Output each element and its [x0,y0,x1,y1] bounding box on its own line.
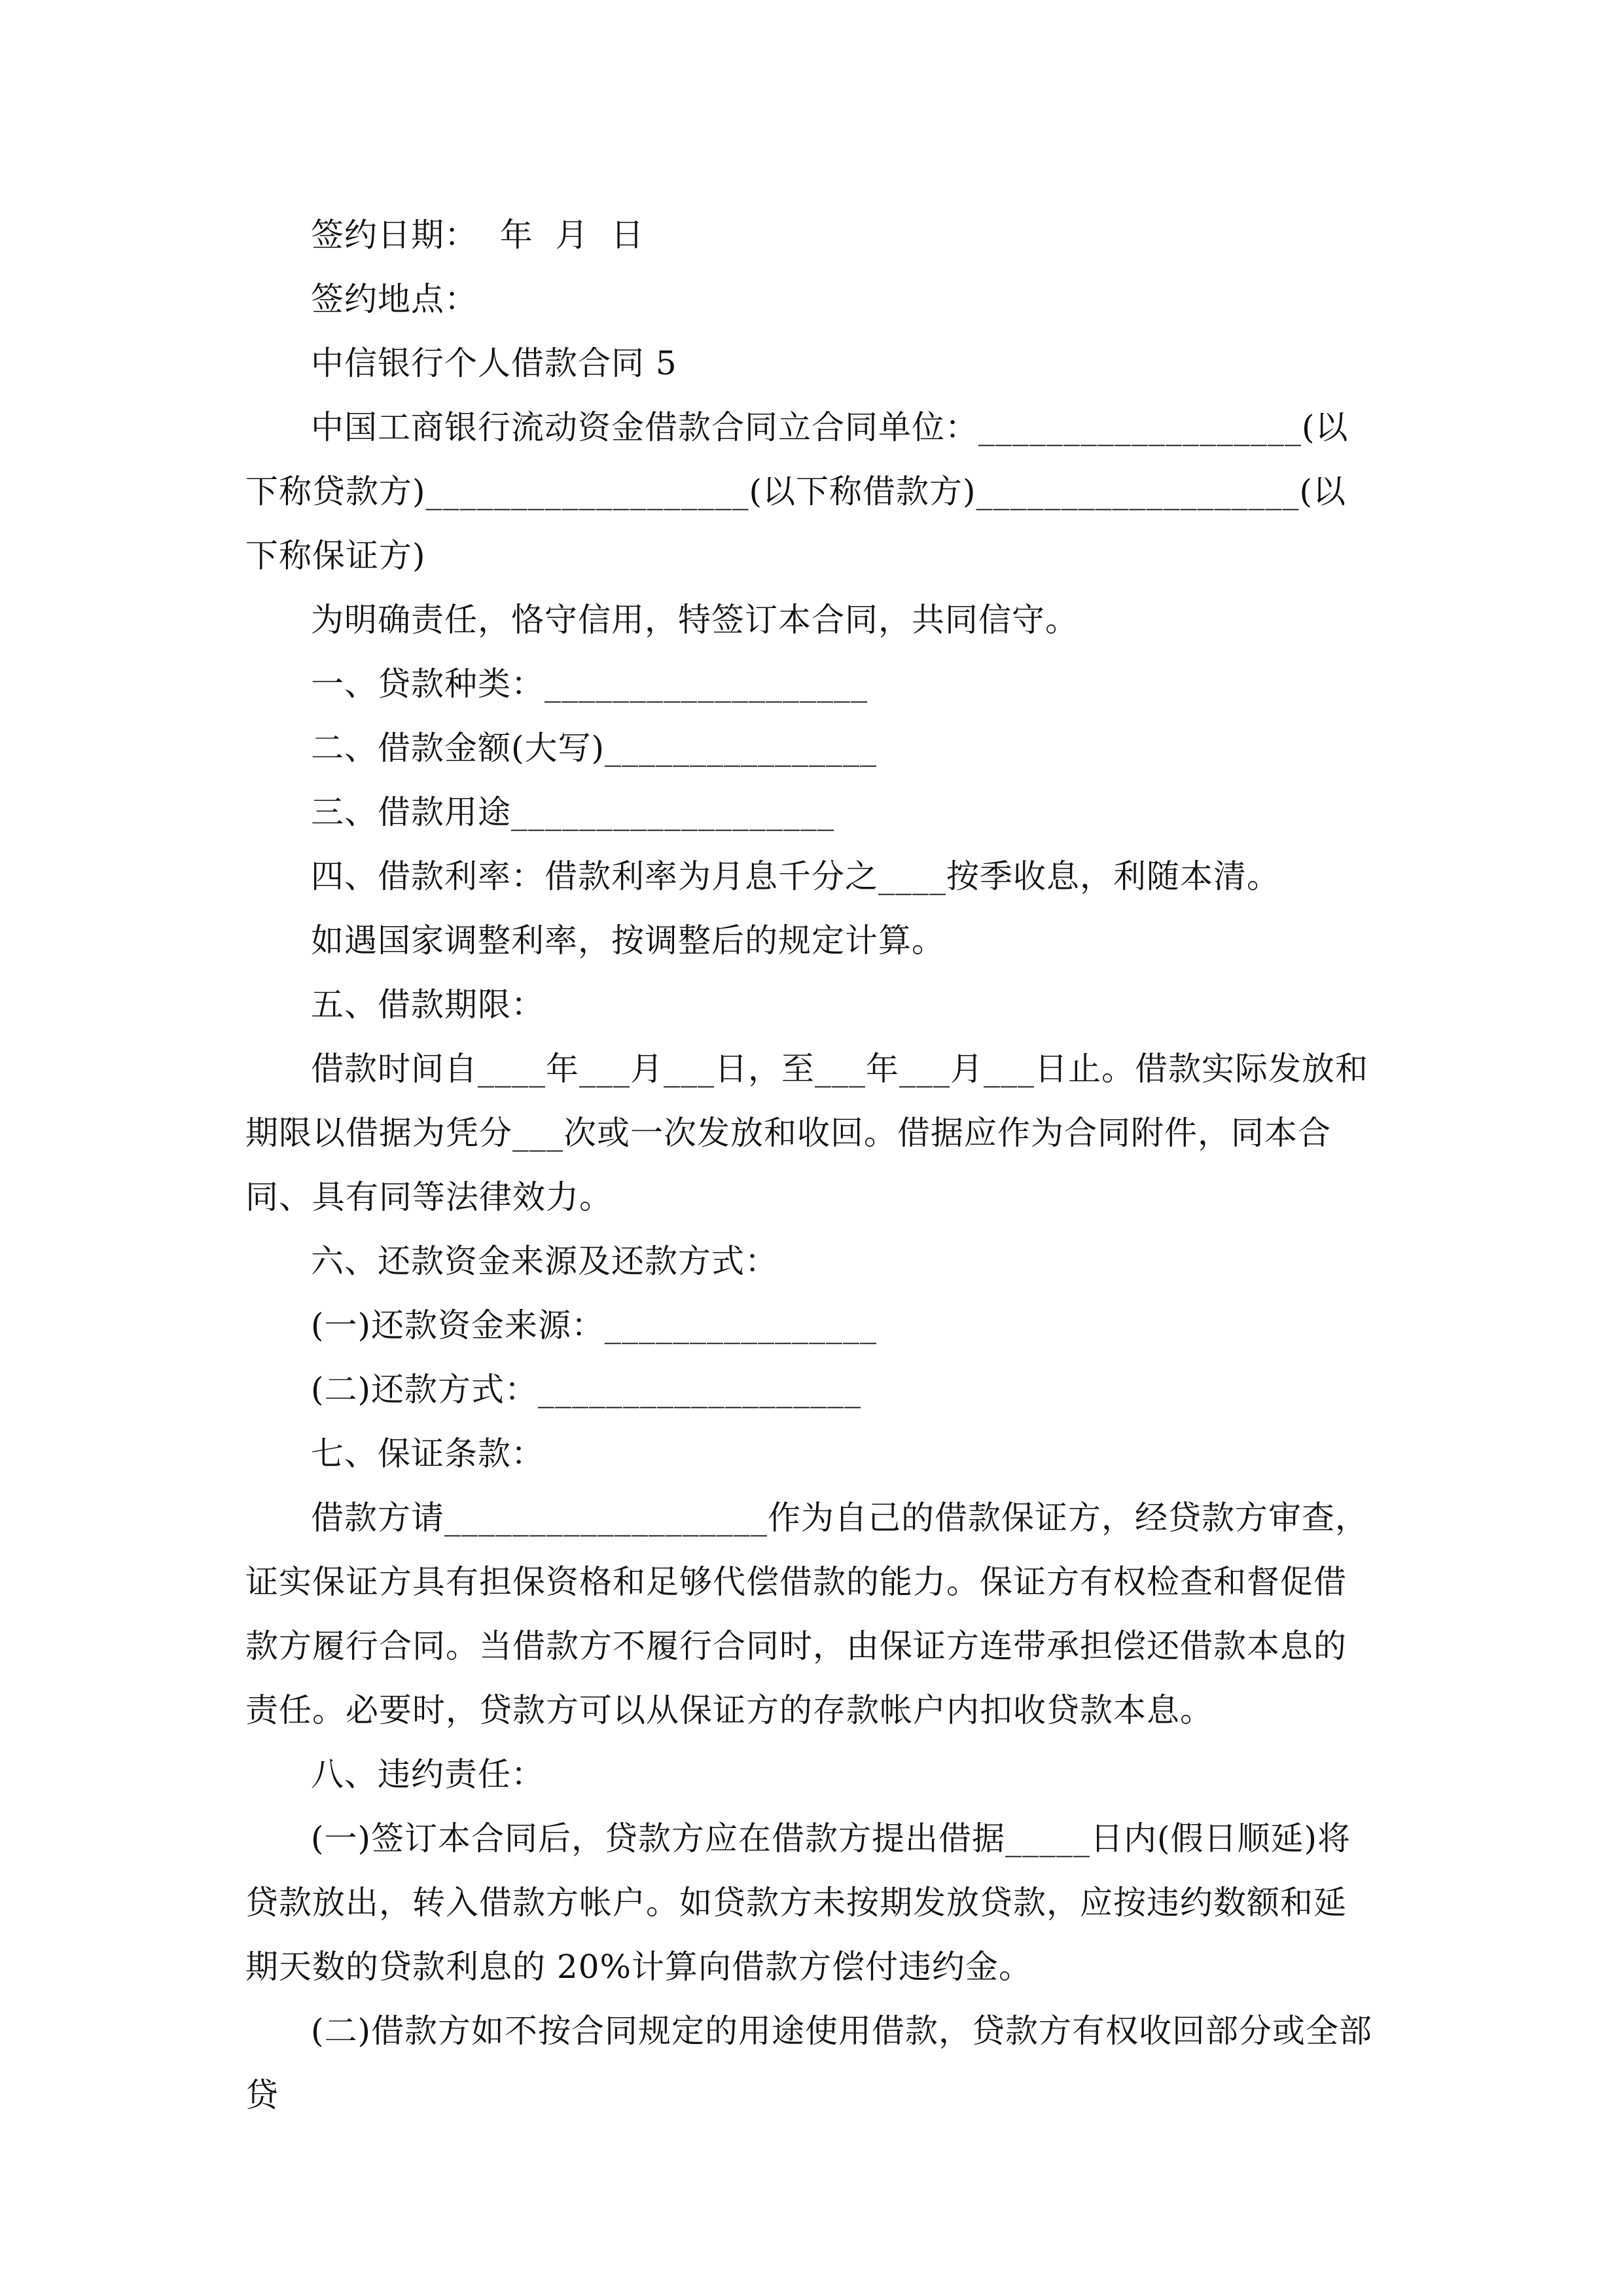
document-body [245,203,1378,2127]
clause-guarantee-heading: 七、保证条款： [311,1435,544,1473]
clause-liability-heading: 八、违约责任： [311,1755,544,1793]
clause-loan-purpose: 三、借款用途___________________ [311,793,834,831]
clause-loan-amount: 二、借款金额(大写)________________ [311,729,878,767]
interest-adjustment-note: 如遇国家调整利率，按调整后的规定计算。 [311,922,945,960]
clause-interest-rate: 四、借款利率：借款利率为月息千分之____按季收息，利随本清。 [311,857,1280,895]
guarantee-paragraph: 借款方请___________________作为自己的借款保证方，经贷款方审查，证实保证方具有担保资格和足够代偿借款的能力。保证方有权检查和督促借款方履行合同。当借款方不履行合同时，由保证方连带承担偿还借款本息的责任。必要时，贷款方可以从保证方的存款帐户内扣收贷款本息。 [245,1499,1368,1729]
repayment-method-line: (二)还款方式：___________________ [311,1371,862,1408]
loan-term-paragraph: 借款时间自____年___月___日，至___年___月___日止。借款实际发放和期限以借据为凭分___次或一次发放和收回。借据应作为合同附件，同本合同、具有同等法律效力。 [245,1050,1368,1216]
liability-item-1: (一)签订本合同后，贷款方应在借款方提出借据_____日内(假日顺延)将贷款放出，转入借款方帐户。如贷款方未按期发放贷款，应按违约数额和延期天数的贷款利息的 20%计算向借款方偿付违约金。 [245,1820,1351,1986]
clause-loan-type: 一、贷款种类：___________________ [311,665,868,703]
repayment-source-line: (一)还款资金来源：________________ [311,1306,878,1344]
preamble-paragraph: 为明确责任，恪守信用，特签订本合同，共同信守。 [311,601,1079,639]
clause-repayment-heading: 六、还款资金来源及还款方式： [311,1242,778,1280]
liability-item-2: (二)借款方如不按合同规定的用途使用借款，贷款方有权收回部分或全部贷 [245,2012,1373,2114]
sign-date-line: 签约日期： 年 月 日 [311,216,645,254]
contract-title: 中信银行个人借款合同 5 [311,344,677,382]
clause-loan-term-heading: 五、借款期限： [311,986,544,1024]
sign-place-line: 签约地点： [311,280,478,318]
parties-paragraph: 中国工商银行流动资金借款合同立合同单位：___________________(以下称贷款方)___________________(以下称借款方)___________________(以下称保证方) [245,408,1349,575]
